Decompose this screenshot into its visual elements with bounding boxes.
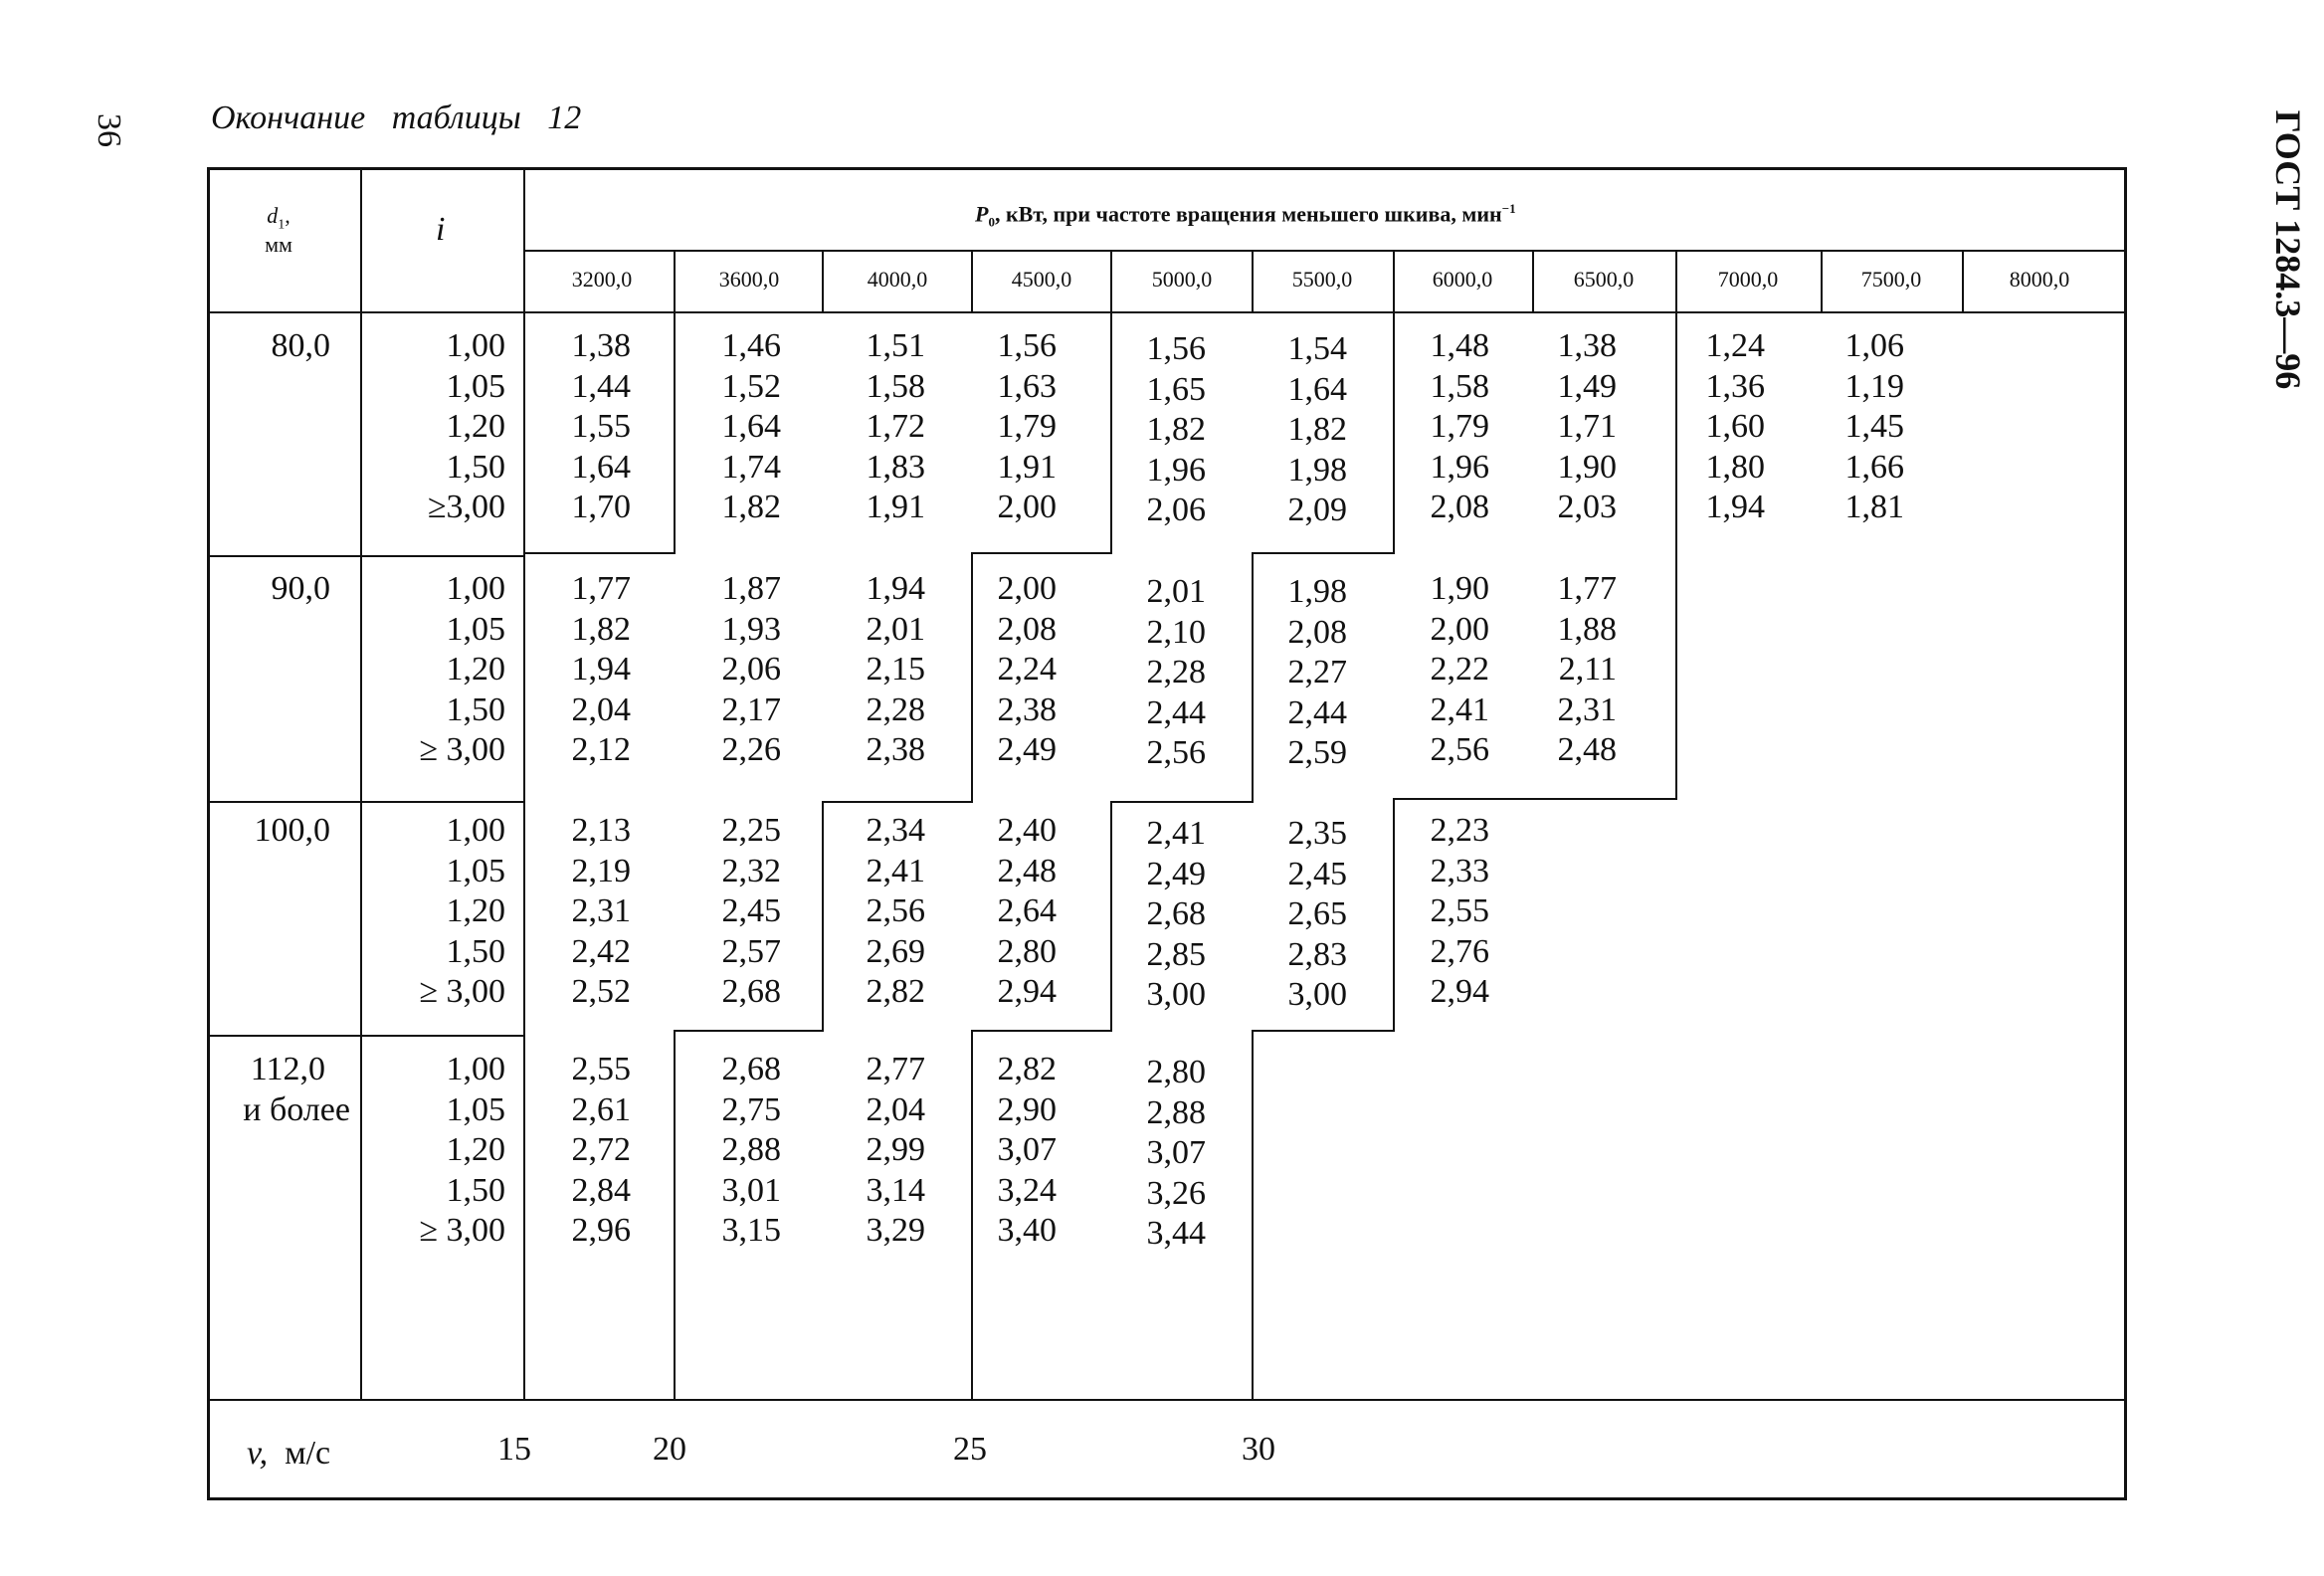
diameter-header: $d_1$, мм [265,203,292,257]
power-value-cell: 2,42 [571,932,631,970]
power-value-cell: 2,99 [866,1131,925,1168]
power-value-cell: 1,70 [571,489,631,525]
power-value-cell: 1,82 [1146,411,1206,448]
velocity-mark: 25 [953,1431,987,1468]
power-value-cell: 1,56 [997,327,1057,364]
ratio-value: 1,50 [446,690,505,728]
speed-limit-line [822,801,824,1032]
velocity-mark: 20 [653,1431,686,1468]
power-value-cell: 1,64 [1287,370,1347,408]
power-value-cell: 2,80 [1146,1054,1206,1090]
power-symbol: P [975,201,989,227]
speed-limit-line [1252,1030,1395,1032]
power-value-cell: 2,27 [1287,654,1347,690]
power-value-cell: 1,98 [1287,451,1347,489]
power-value-cell: 2,59 [1287,734,1347,771]
speed-limit-line [971,1030,973,1400]
speed-limit-line [1252,552,1395,554]
power-value-cell: 2,40 [997,812,1057,849]
power-value-cell: 1,81 [1844,489,1904,525]
power-value-cell: 1,63 [997,367,1057,405]
velocity-mark: 30 [1242,1431,1275,1468]
power-value-cell: 3,40 [997,1212,1057,1249]
header-bottom-line [207,311,2127,313]
power-value-cell: 2,23 [1430,812,1489,849]
power-value-cell: 1,51 [866,327,925,364]
power-value-cell: 2,31 [571,892,631,929]
power-value-cell: 3,00 [1146,976,1206,1013]
power-value-cell: 1,58 [1430,367,1489,405]
power-value-cell: 2,88 [1146,1093,1206,1131]
power-superscript: −1 [1501,201,1516,216]
ratio-value: ≥ 3,00 [419,731,505,768]
power-value-cell: 1,82 [571,610,631,648]
power-value-cell: 1,80 [1705,448,1765,486]
power-value-cell: 1,90 [1557,448,1617,486]
power-value-cell: 2,69 [866,932,925,970]
power-value-cell: 1,64 [571,448,631,486]
power-value-cell: 2,33 [1430,852,1489,889]
diameter-value: 100,0 [254,812,330,849]
power-value-cell: 2,44 [1146,693,1206,731]
power-value-cell: 1,36 [1705,367,1765,405]
speed-limit-line [822,801,973,803]
power-value-cell: 1,49 [1557,367,1617,405]
ratio-value: ≥3,00 [427,489,505,525]
power-value-cell: 1,66 [1844,448,1904,486]
power-value-cell: 2,10 [1146,613,1206,651]
power-value-cell: 2,41 [1146,815,1206,852]
speed-limit-line [674,1030,676,1400]
power-value-cell: 3,07 [997,1131,1057,1168]
power-value-cell: 3,00 [1287,976,1347,1013]
power-value-cell: 2,56 [1146,734,1206,771]
diameter-value-suffix: и более [243,1090,350,1128]
power-value-cell: 1,64 [721,408,781,445]
frequency-header: 7000,0 [1717,267,1779,292]
power-value-cell: 1,94 [571,651,631,688]
power-value-cell: 2,41 [1430,690,1489,728]
power-value-cell: 1,65 [1146,370,1206,408]
diameter-value: 90,0 [271,570,330,607]
ratio-value: 1,50 [446,932,505,970]
ratio-value: 1,00 [446,1051,505,1087]
power-value-cell: 2,09 [1287,492,1347,528]
diameter-symbol: d [267,203,279,228]
power-value-cell: 1,71 [1557,408,1617,445]
power-value-cell: 2,48 [1557,731,1617,768]
power-value-cell: 2,96 [571,1212,631,1249]
power-value-cell: 2,06 [1146,492,1206,528]
speed-limit-line [971,552,973,803]
power-value-cell: 2,94 [1430,973,1489,1010]
power-value-cell: 1,93 [721,610,781,648]
power-value-cell: 2,32 [721,852,781,889]
power-value-cell: 2,68 [721,973,781,1010]
power-value-cell: 1,83 [866,448,925,486]
ratio-value: 1,50 [446,1171,505,1209]
velocity-row-line [207,1399,2127,1401]
power-value-cell: 1,94 [866,570,925,607]
power-value-cell: 2,00 [997,570,1057,607]
power-value-cell: 1,52 [721,367,781,405]
speed-limit-line [1393,798,1395,1030]
i-column-divider [523,167,525,1401]
power-value-cell: 2,38 [866,731,925,768]
power-value-cell: 1,60 [1705,408,1765,445]
frequency-header: 4500,0 [1011,267,1072,292]
power-value-cell: 1,24 [1705,327,1765,364]
power-value-cell: 2,88 [721,1131,781,1168]
ratio-value: 1,05 [446,367,505,405]
speed-limit-line [1110,801,1112,1032]
page-number: 36 [91,113,127,147]
power-value-cell: 3,44 [1146,1215,1206,1252]
power-value-cell: 1,90 [1430,570,1489,607]
velocity-label [247,1435,330,1473]
d-column-divider [360,167,362,1401]
frequency-header: 7500,0 [1860,267,1922,292]
frequency-header: 4000,0 [867,267,928,292]
power-value-cell: 2,45 [721,892,781,929]
power-value-cell: 2,72 [571,1131,631,1168]
power-value-cell: 2,00 [997,489,1057,525]
power-value-cell: 2,28 [866,690,925,728]
diameter-value-line: 112,0 [250,1051,325,1087]
power-value-cell: 2,06 [721,651,781,688]
ratio-value: 1,05 [446,610,505,648]
power-value-cell: 2,08 [1430,489,1489,525]
power-value-cell: 2,01 [1146,573,1206,610]
speed-limit-line [525,552,676,554]
power-value-cell: 2,01 [866,610,925,648]
velocity-mark: 15 [497,1431,531,1468]
diameter-unit: мм [265,231,292,257]
power-value-cell: 3,01 [721,1171,781,1209]
power-value-cell: 2,34 [866,812,925,849]
power-value-cell: 2,08 [997,610,1057,648]
power-value-cell: 2,56 [1430,731,1489,768]
ratio-header: i [436,211,446,248]
ratio-value: 1,00 [446,570,505,607]
power-value-cell: 2,65 [1287,895,1347,932]
speed-limit-line [1393,311,1395,553]
power-value-cell: 2,80 [997,932,1057,970]
power-value-cell: 1,79 [997,408,1057,445]
power-value-cell: 1,54 [1287,330,1347,367]
power-value-cell: 1,48 [1430,327,1489,364]
power-value-cell: 2,68 [1146,895,1206,932]
power-value-cell: 2,49 [997,731,1057,768]
power-value-cell: 2,85 [1146,935,1206,973]
speed-limit-line [971,552,1112,554]
ratio-value: 1,20 [446,1131,505,1168]
frequency-header: 5500,0 [1291,267,1353,292]
frequency-header: 3600,0 [718,267,780,292]
ratio-value: 1,00 [446,812,505,849]
power-value-cell: 1,46 [721,327,781,364]
power-subscript: 0 [988,214,995,230]
power-value-cell: 2,64 [997,892,1057,929]
power-value-cell: 2,55 [1430,892,1489,929]
header-separator-line [524,250,2127,252]
power-value-cell: 1,38 [1557,327,1617,364]
power-value-cell: 1,94 [1705,489,1765,525]
group-separator [207,1035,525,1037]
table-continuation-caption: Окончание таблицы 12 [211,99,582,136]
power-value-cell: 2,08 [1287,613,1347,651]
power-value-cell: 2,49 [1146,855,1206,892]
power-value-cell: 1,72 [866,408,925,445]
power-value-cell: 2,68 [721,1051,781,1087]
speed-limit-line [1110,801,1254,803]
frequency-header: 5000,0 [1151,267,1213,292]
power-value-cell: 1,44 [571,367,631,405]
ratio-value: 1,50 [446,448,505,486]
ratio-value: ≥ 3,00 [419,1212,505,1249]
power-value-cell: 2,26 [721,731,781,768]
power-value-cell: 3,14 [866,1171,925,1209]
frequency-header: 6000,0 [1432,267,1493,292]
power-value-cell: 1,58 [866,367,925,405]
power-value-cell: 2,55 [571,1051,631,1087]
power-value-cell: 3,29 [866,1212,925,1249]
group-separator [207,555,525,557]
power-value-cell: 2,75 [721,1090,781,1128]
velocity-unit: м/с [285,1435,331,1472]
power-value-cell: 2,25 [721,812,781,849]
speed-limit-line [1393,798,1677,800]
power-value-cell: 1,96 [1430,448,1489,486]
ratio-value: 1,05 [446,1090,505,1128]
power-value-cell: 2,44 [1287,693,1347,731]
power-value-cell: 2,84 [571,1171,631,1209]
speed-limit-line [1252,1030,1254,1400]
speed-limit-line [1675,311,1677,798]
ratio-value: 1,00 [446,327,505,364]
power-value-cell: 2,04 [571,690,631,728]
power-value-cell: 3,07 [1146,1134,1206,1171]
power-value-cell: 2,38 [997,690,1057,728]
diameter-value [207,1050,350,1130]
power-value-cell: 1,77 [571,570,631,607]
diameter-value: 80,0 [271,327,330,364]
power-value-cell: 2,52 [571,973,631,1010]
freq-divider [822,251,824,311]
power-value-cell: 2,17 [721,690,781,728]
power-value-cell: 2,90 [997,1090,1057,1128]
power-value-cell: 1,88 [1557,610,1617,648]
power-value-cell: 1,82 [721,489,781,525]
group-separator [207,801,525,803]
power-value-cell: 2,13 [571,812,631,849]
power-value-cell: 1,91 [997,448,1057,486]
power-value-cell: 2,48 [997,852,1057,889]
freq-divider [674,251,676,311]
speed-limit-line [1252,552,1254,803]
power-value-cell: 2,94 [997,973,1057,1010]
power-value-cell: 2,83 [1287,935,1347,973]
velocity-symbol: v, [247,1435,269,1472]
power-value-cell: 2,31 [1557,690,1617,728]
power-value-cell: 3,26 [1146,1174,1206,1212]
power-value-cell: 1,74 [721,448,781,486]
power-value-cell: 2,41 [866,852,925,889]
power-value-cell: 2,11 [1558,651,1617,688]
ratio-value: 1,05 [446,852,505,889]
power-value-cell: 1,38 [571,327,631,364]
power-value-cell: 1,98 [1287,573,1347,610]
power-value-cell: 1,96 [1146,451,1206,489]
speed-limit-line [971,1030,1112,1032]
power-value-cell: 2,76 [1430,932,1489,970]
power-value-cell: 1,91 [866,489,925,525]
power-value-cell: 2,56 [866,892,925,929]
power-value-cell: 2,77 [866,1051,925,1087]
ratio-value: ≥ 3,00 [419,973,505,1010]
power-value-cell: 1,19 [1844,367,1904,405]
power-value-cell: 1,56 [1146,330,1206,367]
diameter-subscript: 1 [278,217,286,233]
power-value-cell: 1,06 [1844,327,1904,364]
frequency-header: 8000,0 [2009,267,2070,292]
power-value-cell: 2,03 [1557,489,1617,525]
power-value-cell: 1,77 [1557,570,1617,607]
power-value-cell: 1,82 [1287,411,1347,448]
power-value-cell: 2,19 [571,852,631,889]
power-value-cell: 2,12 [571,731,631,768]
power-header [975,201,1516,231]
freq-divider [1962,251,1964,311]
power-value-cell: 2,57 [721,932,781,970]
power-value-cell: 1,79 [1430,408,1489,445]
power-description: , кВт, при частоте вращения меньшего шкива, мин [994,201,1502,227]
power-value-cell: 1,45 [1844,408,1904,445]
power-value-cell: 2,24 [997,651,1057,688]
power-value-cell: 2,61 [571,1090,631,1128]
freq-divider [1675,251,1677,311]
power-value-cell: 2,28 [1146,654,1206,690]
standard-code: ГОСТ 1284.3—96 [2268,109,2308,390]
power-value-cell: 2,45 [1287,855,1347,892]
speed-limit-line [1110,311,1112,553]
speed-limit-line [674,1030,824,1032]
power-value-cell: 3,15 [721,1212,781,1249]
power-value-cell: 2,82 [997,1051,1057,1087]
power-value-cell: 1,87 [721,570,781,607]
power-value-cell: 2,82 [866,973,925,1010]
ratio-value: 1,20 [446,651,505,688]
power-value-cell: 2,15 [866,651,925,688]
ratio-value: 1,20 [446,892,505,929]
power-value-cell: 3,24 [997,1171,1057,1209]
power-value-cell: 2,04 [866,1090,925,1128]
frequency-header: 6500,0 [1573,267,1635,292]
ratio-value: 1,20 [446,408,505,445]
speed-limit-line [674,311,676,553]
power-value-cell: 2,35 [1287,815,1347,852]
frequency-header: 3200,0 [571,267,633,292]
power-value-cell: 2,00 [1430,610,1489,648]
power-value-cell: 1,55 [571,408,631,445]
power-value-cell: 2,22 [1430,651,1489,688]
